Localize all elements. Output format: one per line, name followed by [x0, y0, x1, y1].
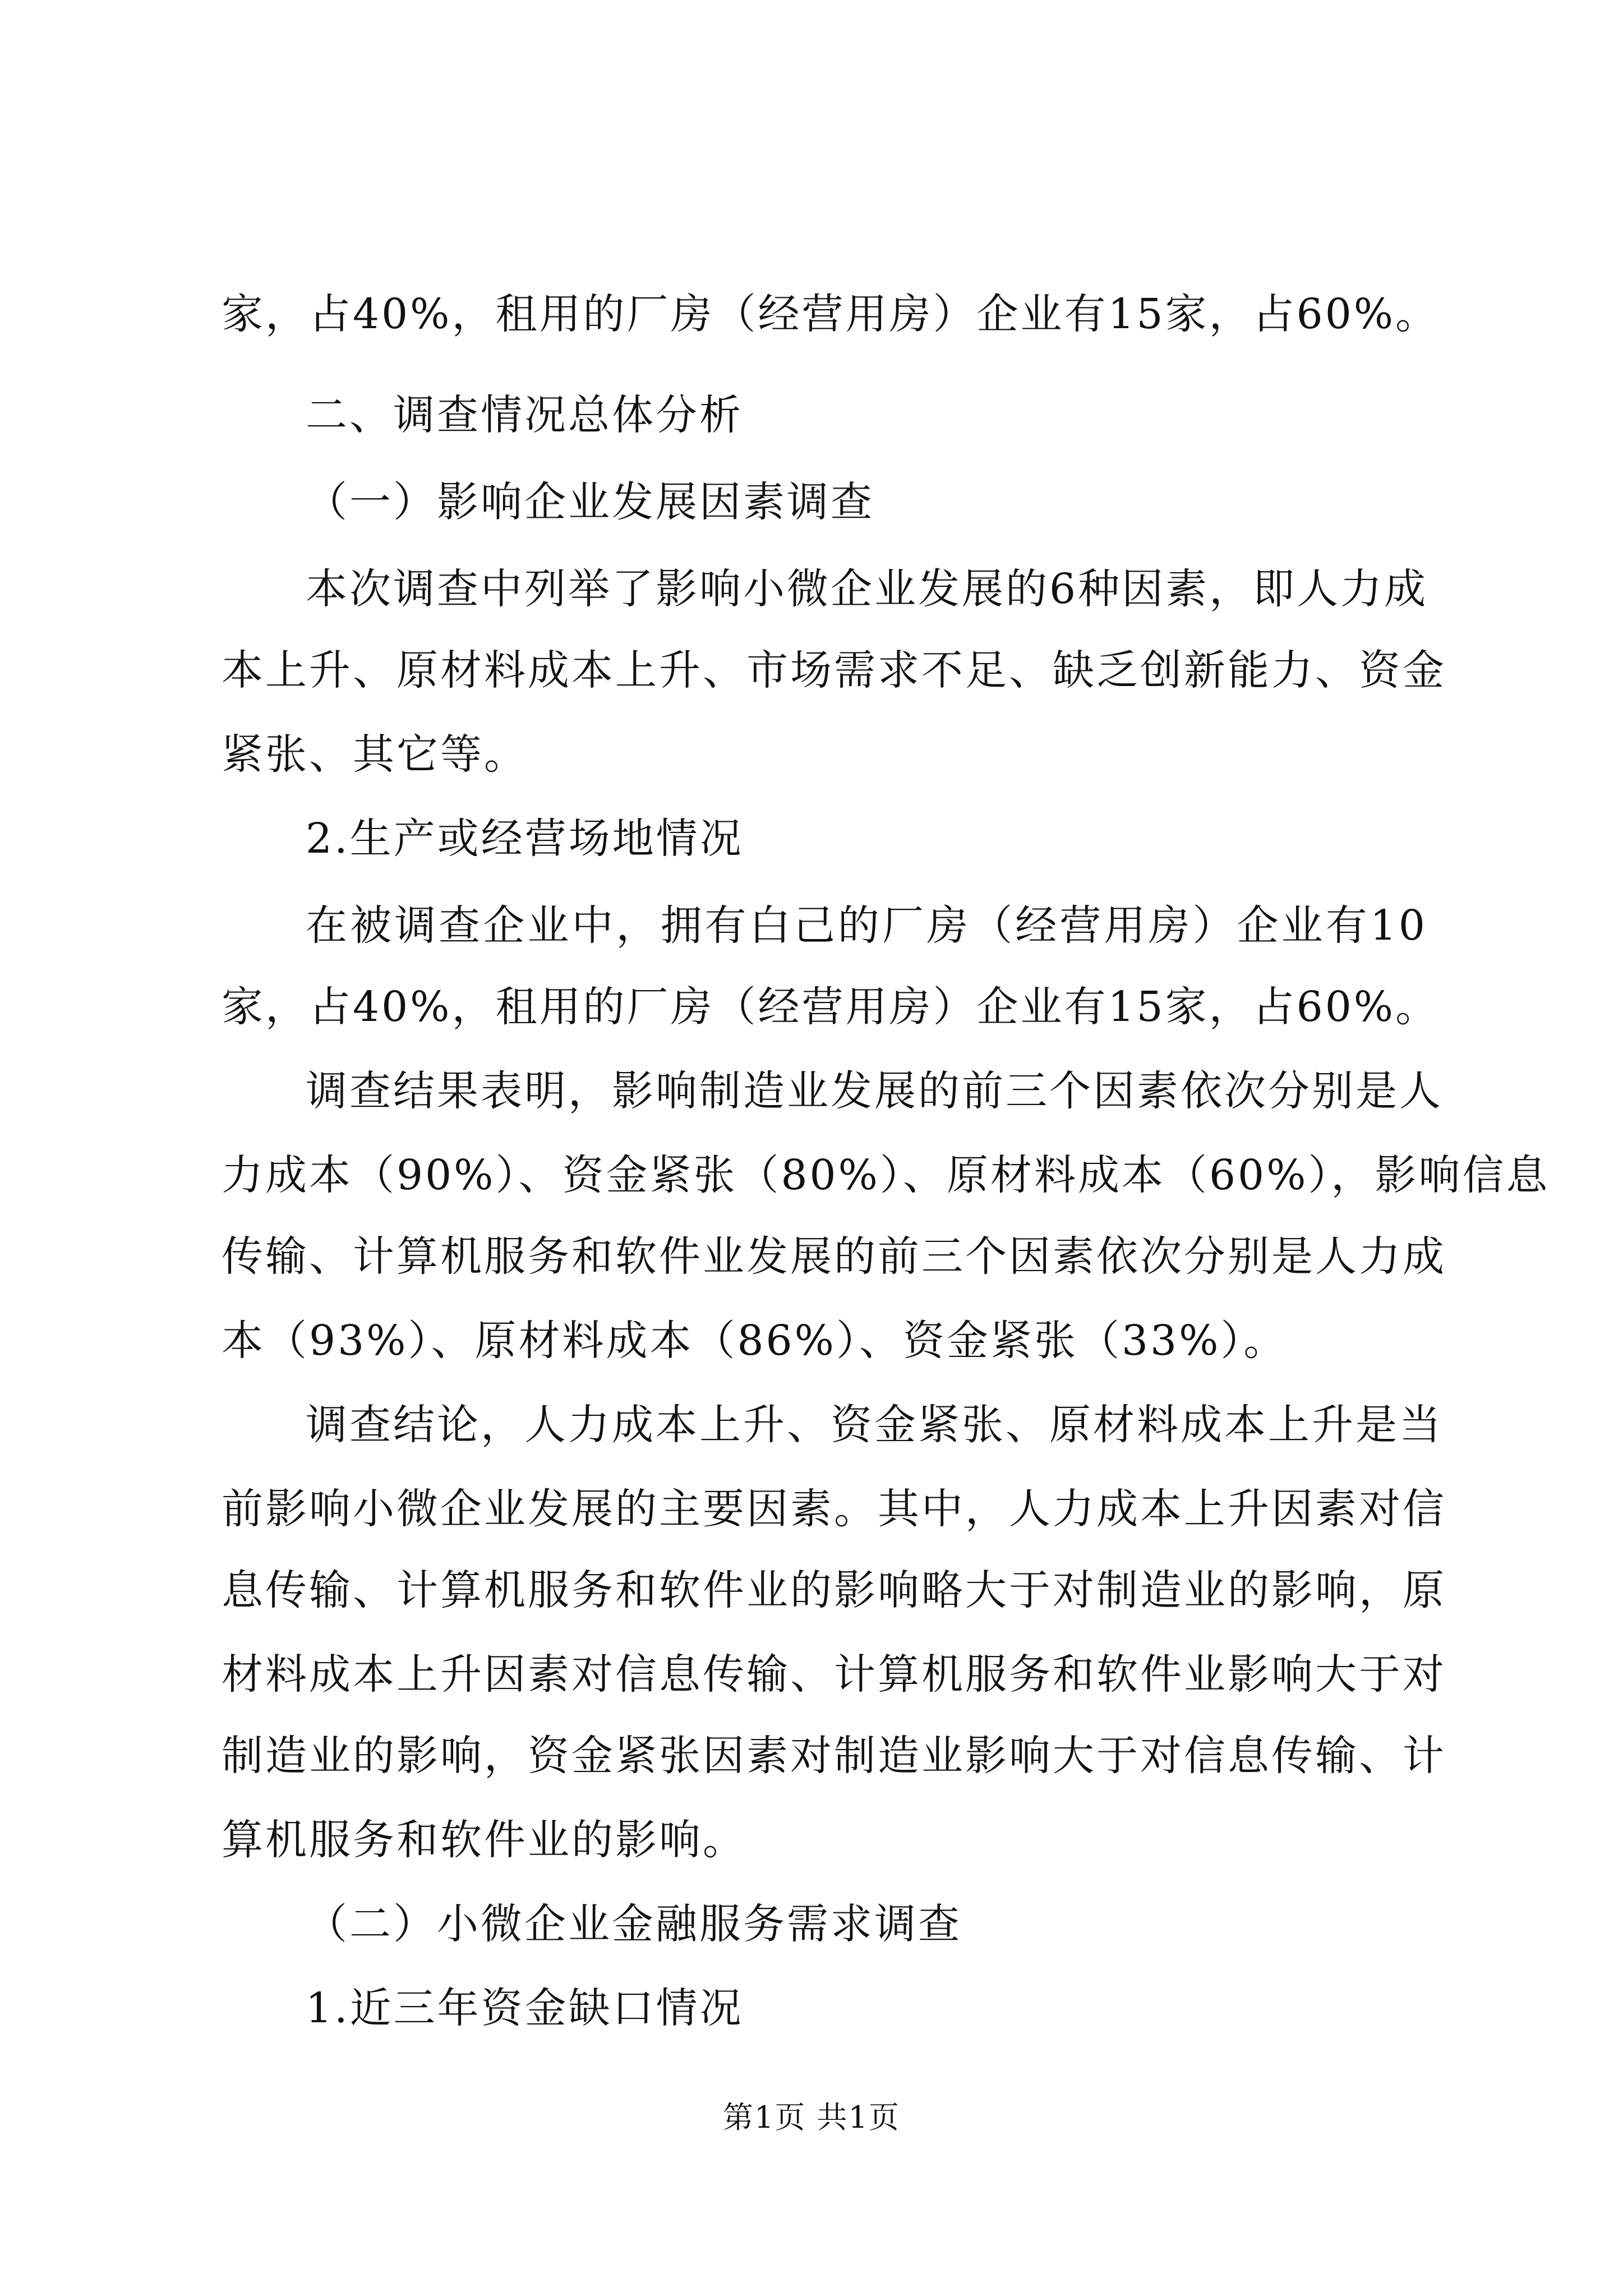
text-line: 材料成本上升因素对信息传输、计算机服务和软件业影响大于对 — [222, 1650, 1446, 1699]
text-line: 前影响小微企业发展的主要因素。其中，人力成本上升因素对信 — [222, 1485, 1446, 1533]
text-line: 算机服务和软件业的影响。 — [222, 1816, 746, 1864]
subsection-heading: 1.近三年资金缺口情况 — [306, 1984, 744, 2032]
page-footer: 第1页 共1页 — [723, 2100, 900, 2135]
text-line: 息传输、计算机服务和软件业的影响略大于对制造业的影响，原 — [222, 1566, 1446, 1614]
text-line: 家，占40%，租用的厂房（经营用房）企业有15家，占60%。 — [222, 290, 1440, 338]
text-line: 本上升、原材料成本上升、市场需求不足、缺乏创新能力、资金 — [222, 646, 1446, 694]
text-line: 在被调查企业中，拥有白己的厂房（经营用房）企业有10 — [306, 901, 1427, 950]
text-line: 制造业的影响，资金紧张因素对制造业影响大于对信息传输、计 — [222, 1732, 1446, 1780]
text-line: 本（93%）、原材料成本（86%）、资金紧张（33%）。 — [222, 1317, 1288, 1365]
section-heading: 二、调查情况总体分析 — [306, 391, 743, 439]
text-line: 力成本（90%）、资金紧张（80%）、原材料成本（60%），影响信息 — [222, 1151, 1550, 1199]
text-line: 家，占40%，租用的厂房（经营用房）企业有15家，占60%。 — [222, 983, 1440, 1031]
subsection-heading: （二）小微企业金融服务需求调查 — [306, 1900, 962, 1948]
subsection-heading: 2.生产或经营场地情况 — [306, 815, 744, 863]
text-line: 紧张、其它等。 — [222, 730, 528, 779]
text-line: 调查结果表明，影响制造业发展的前三个因素依次分别是人 — [306, 1067, 1443, 1115]
text-line: 调查结论，人力成本上升、资金紧张、原材料成本上升是当 — [306, 1401, 1443, 1449]
text-line: 传输、计算机服务和软件业发展的前三个因素依次分别是人力成 — [222, 1232, 1446, 1281]
subsection-heading: （一）影响企业发展因素调查 — [306, 478, 874, 526]
text-line: 本次调查中列举了影响小微企业发展的6种因素，即人力成 — [306, 565, 1428, 613]
